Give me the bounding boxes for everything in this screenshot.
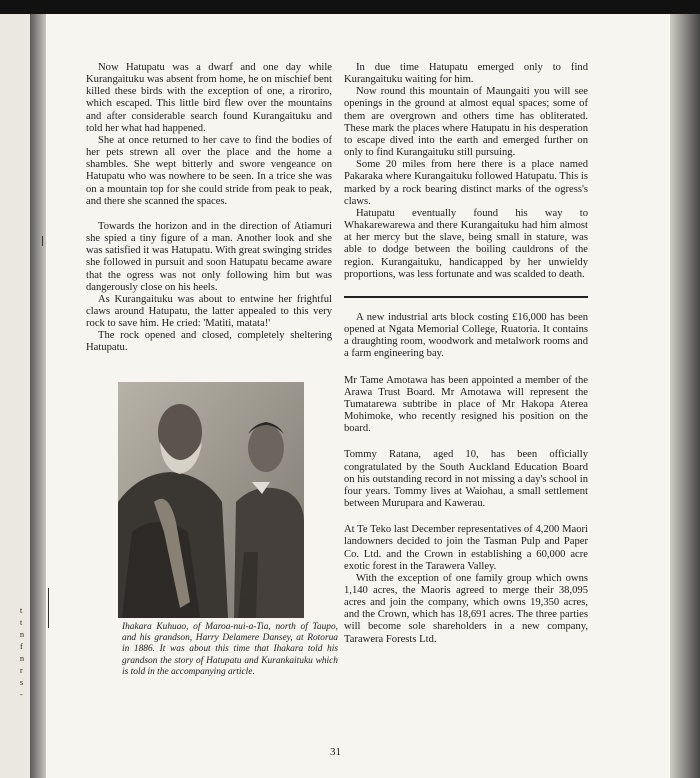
photo-caption: Ihakara Kuhuao, of Maroa-nui-a-Tia, north of Taupo, and his grandson, Harry Delamere Dansey, at Rotorua in 1886. It was about this time that Ihakara told his grandson the story of Hatupatu and Kurankaituku which is told in the accompanying article. — [122, 622, 338, 677]
margin-letter: t — [20, 606, 23, 615]
margin-letter: n — [20, 654, 24, 663]
story-paragraph: Some 20 miles from here there is a place named Pakaraka where Kurangaituku followed Hatupatu. This is marked by a rock bearing distinct marks of the ogress's claws. — [344, 159, 588, 207]
margin-mark — [48, 588, 49, 628]
margin-mark — [42, 236, 43, 246]
margin-letter: r — [20, 666, 23, 675]
news-item-te-teko: At Te Teko last December representatives of 4,200 Maori landowners decided to join the Tasman Pulp and Paper Co. Ltd. and the Crown in establishing a 60,000 acre exotic forest in the Tarawera Valley. — [344, 524, 588, 572]
margin-letter: n — [20, 630, 24, 639]
margin-letter: - — [20, 690, 23, 699]
story-column-right — [344, 62, 588, 281]
story-paragraph: Towards the horizon and in the direction of Atiamuri she spied a tiny figure of a man. Another look and she was satisfied it was Hatupatu. With great swinging strides she followed in pursuit and soon Hatupatu became aware that the ogress was not only following him but was dangerously close on his heels. — [86, 220, 332, 293]
facing-page-edge — [0, 14, 30, 778]
book-gutter — [30, 14, 46, 778]
scan-border-top — [0, 0, 700, 14]
photograph-image — [118, 382, 304, 618]
page-right-edge — [670, 14, 700, 778]
page-number: 31 — [330, 746, 341, 758]
story-paragraph: Hatupatu eventually found his way to Whakarewarewa and there Kurangaituku had him almost at her mercy but the slave, being small in stature, was able to dodge between the boiling cauldrons of the region. Kurangaituku, handicapped by her unwieldy proportions, was less fortunate and was scalded to death. — [344, 207, 588, 280]
story-paragraph: In due time Hatupatu emerged only to find Kurangaituku waiting for him. — [344, 62, 588, 86]
story-column-left — [86, 62, 332, 355]
margin-letter: f — [20, 642, 23, 651]
news-item-arts-block: A new industrial arts block costing £16,000 has been opened at Ngata Memorial College, Ruatoria. It contains a draughting room, woodwork and metalwork rooms and a farm engineering bay. — [344, 312, 588, 360]
margin-letter: s — [20, 678, 24, 687]
story-paragraph: As Kurangaituku was about to entwine her frightful claws around Hatupatu, the latter appealed to this very rock to save him. He cried: 'Matiti, matata!' — [86, 293, 332, 330]
story-paragraph: Now Hatupatu was a dwarf and one day while Kurangaituku was absent from home, he on mischief bent killed these birds with the exception of one, a riroriro, which escaped. This little bird flew over the mountains and after considerable search found Kurangaituku and told her what had happened. — [86, 62, 332, 134]
news-item-te-teko-continued: With the exception of one family group which owns 1,140 acres, the Maoris agreed to merge their 38,095 acres and join the company, which owns 19,350 acres, and the Crown, which has 18,691 acres. The three parties will become sole shareholders in a new company, Tarawera Forests Ltd. — [344, 572, 588, 645]
story-paragraph: The rock opened and closed, completely sheltering Hatupatu. — [86, 330, 332, 354]
news-item-ratana: Tommy Ratana, aged 10, has been officially congratulated by the South Auckland Education Board on his outstanding record in not missing a day's school in four years. Tommy lives at Waiohau, a small settlement between Murupara and Kawerau. — [344, 449, 588, 510]
story-paragraph: Now round this mountain of Maungaiti you will see openings in the ground at almost equal spaces; some of them are overgrown and others time has obliterated. These mark the places where Hatupatu in his desperation to escape dived into the earth and emerged further on only to find Kurangaituku still pursuing. — [344, 86, 588, 159]
section-rule — [344, 296, 588, 298]
news-column — [344, 312, 588, 646]
margin-letter: t — [20, 618, 23, 627]
story-paragraph: She at once returned to her cave to find the bodies of her pets strewn all over the place and the home a shambles. She wept bitterly and swore vengeance on Hatupatu who was nowhere to be seen. In a trice she was on a mountain top for she could stride from peak to peak, and there she scanned the spaces. — [86, 134, 332, 207]
news-item-trust-board: Mr Tame Amotawa has been appointed a member of the Arawa Trust Board. Mr Amotawa will represent the Tumatarewa subtribe in place of Mr Hakopa Aterea Mohimoke, who recently resigned his position on the board. — [344, 374, 588, 435]
historic-photograph — [118, 382, 304, 618]
